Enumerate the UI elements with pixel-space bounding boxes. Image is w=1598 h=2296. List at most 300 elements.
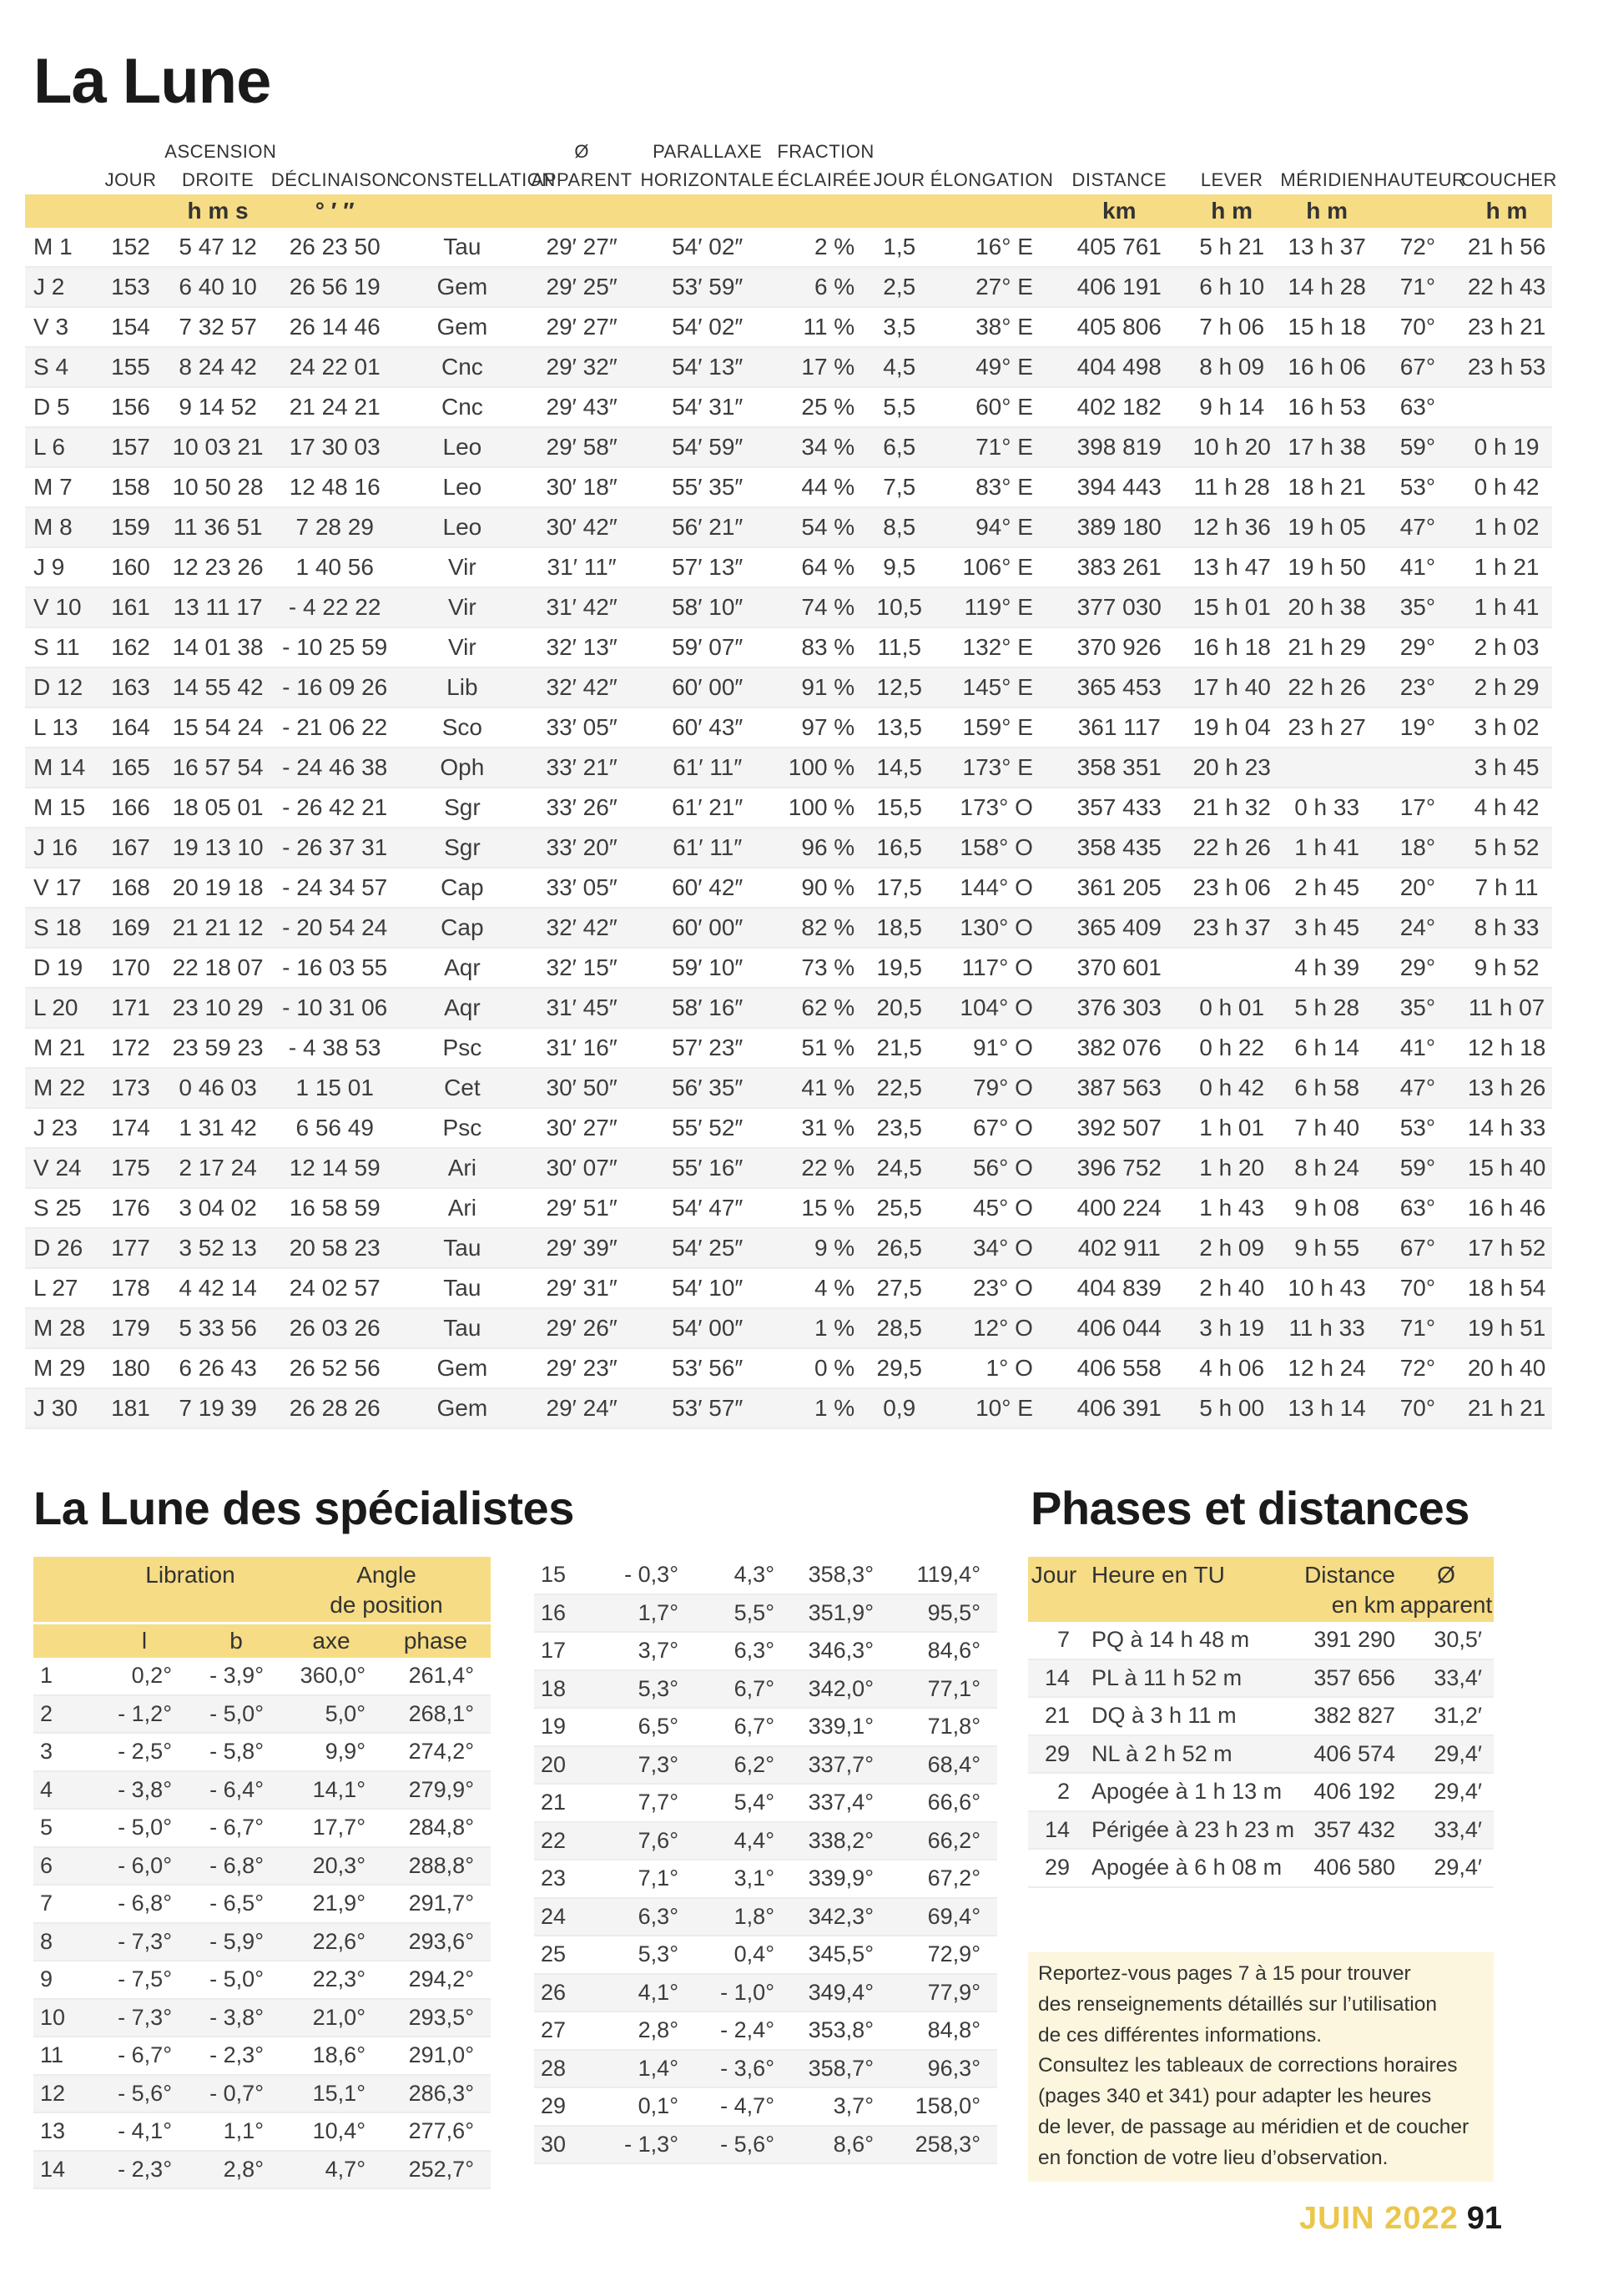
cell-elongation: 119° E (929, 587, 1055, 627)
cell-constellation: Ari (399, 1188, 527, 1228)
cell-diameter: 33′ 26″ (526, 788, 638, 828)
table-row (33, 1961, 491, 1999)
cell-day: 30 (534, 2126, 597, 2164)
cell-axe: 345,5° (793, 1936, 889, 1974)
header-phase-diameter-line2: apparent (1399, 1592, 1493, 1618)
cell-elongation: 1° O (929, 1348, 1055, 1388)
cell-day: 29 (534, 2087, 597, 2126)
cell-meridien: 11 h 33 (1280, 1308, 1374, 1348)
table-row (25, 307, 1552, 347)
cell-l: 7,1° (597, 1860, 697, 1898)
cell-ascension: 1 31 42 (164, 1108, 271, 1148)
cell-day: 18 (534, 1670, 597, 1709)
cell-b: 6,7° (697, 1670, 793, 1709)
cell-diameter: 29′ 39″ (526, 1228, 638, 1268)
cell-lever: 21 h 32 (1184, 788, 1280, 828)
cell-diameter: 32′ 13″ (526, 627, 638, 667)
table-row (33, 2112, 491, 2151)
cell-distance: 365 409 (1055, 908, 1184, 948)
cell-hauteur: 20° (1374, 868, 1462, 908)
cell-axe: 339,9° (793, 1860, 889, 1898)
cell-l: 6,5° (597, 1708, 697, 1746)
cell-jour: 164 (97, 707, 165, 748)
cell-axe: 342,0° (793, 1670, 889, 1709)
cell-day: 16 (534, 1594, 597, 1633)
unit-lever: h m (1184, 194, 1280, 228)
cell-coucher: 1 h 41 (1461, 587, 1552, 627)
cell-date: L 27 (25, 1268, 97, 1308)
cell-parallax: 53′ 56″ (638, 1348, 777, 1388)
cell-day: 26 (534, 1974, 597, 2012)
header-hauteur: HAUTEUR (1374, 169, 1466, 190)
cell-diameter: 30′ 18″ (526, 467, 638, 507)
cell-coucher: 9 h 52 (1461, 948, 1552, 988)
cell-diameter: 29′ 43″ (526, 387, 638, 427)
cell-age: 19,5 (870, 948, 929, 988)
table-row (25, 467, 1552, 507)
cell-fraction: 15 % (777, 1188, 870, 1228)
table-row (25, 948, 1552, 988)
cell-hauteur: 19° (1374, 707, 1462, 748)
table-row (534, 1594, 997, 1633)
cell-phase: 294,2° (381, 1961, 491, 1999)
table-row (25, 427, 1552, 467)
cell-elongation: 67° O (929, 1108, 1055, 1148)
cell-b: - 5,0° (190, 1961, 282, 1999)
cell-fraction: 82 % (777, 908, 870, 948)
cell-jour: 177 (97, 1228, 165, 1268)
cell-meridien: 9 h 08 (1280, 1188, 1374, 1228)
cell-diameter: 30′ 07″ (526, 1148, 638, 1188)
cell-parallax: 54′ 59″ (638, 427, 777, 467)
cell-date: S 11 (25, 627, 97, 667)
cell-meridien: 23 h 27 (1280, 707, 1374, 748)
cell-b: - 3,6° (697, 2050, 793, 2088)
cell-phase: 288,8° (381, 1847, 491, 1886)
cell-jour: 161 (97, 587, 165, 627)
cell-coucher: 20 h 40 (1461, 1348, 1552, 1388)
cell-parallax: 59′ 07″ (638, 627, 777, 667)
header-declinaison: DÉCLINAISON (270, 169, 401, 190)
cell-age: 4,5 (870, 347, 929, 387)
cell-phase-diameter: 29,4′ (1399, 1849, 1494, 1887)
cell-constellation: Cnc (399, 387, 527, 427)
cell-age: 25,5 (870, 1188, 929, 1228)
cell-hauteur: 29° (1374, 627, 1462, 667)
cell-diameter: 29′ 26″ (526, 1308, 638, 1348)
cell-b: - 6,5° (190, 1885, 282, 1923)
cell-lever: 12 h 36 (1184, 507, 1280, 547)
cell-day: 15 (534, 1557, 597, 1594)
cell-date: S 25 (25, 1188, 97, 1228)
cell-lever: 2 h 09 (1184, 1228, 1280, 1268)
cell-elongation: 60° E (929, 387, 1055, 427)
table-row (1028, 1773, 1494, 1811)
cell-diameter: 29′ 32″ (526, 347, 638, 387)
cell-fraction: 62 % (777, 988, 870, 1028)
header-b: b (190, 1624, 282, 1659)
cell-lever: 1 h 20 (1184, 1148, 1280, 1188)
cell-phase: 119,4° (889, 1557, 997, 1594)
cell-hauteur: 47° (1374, 507, 1462, 547)
table-row (33, 2075, 491, 2113)
cell-coucher: 1 h 02 (1461, 507, 1552, 547)
table-row (25, 1348, 1552, 1388)
unit-meridien: h m (1280, 194, 1374, 228)
cell-fraction: 83 % (777, 627, 870, 667)
table-row (534, 1632, 997, 1670)
header-phase-diameter (1399, 1557, 1494, 1622)
cell-jour: 169 (97, 908, 165, 948)
cell-meridien: 14 h 28 (1280, 267, 1374, 307)
cell-declinaison: - 21 06 22 (271, 707, 399, 748)
cell-age: 14,5 (870, 748, 929, 788)
table-row (33, 1923, 491, 1961)
cell-distance: 402 911 (1055, 1228, 1184, 1268)
cell-phase: 77,9° (889, 1974, 997, 2012)
cell-hauteur: 72° (1374, 1348, 1462, 1388)
cell-fraction: 100 % (777, 788, 870, 828)
cell-distance: 361 117 (1055, 707, 1184, 748)
table-row (25, 1108, 1552, 1148)
header-phase-distance (1280, 1557, 1399, 1622)
cell-diameter: 33′ 20″ (526, 828, 638, 868)
table-row (534, 1784, 997, 1822)
cell-coucher: 13 h 26 (1461, 1068, 1552, 1108)
cell-axe: 338,2° (793, 1822, 889, 1860)
cell-elongation: 91° O (929, 1028, 1055, 1068)
cell-b: 2,8° (190, 2151, 282, 2189)
cell-lever: 3 h 19 (1184, 1308, 1280, 1348)
note-line: Reportez-vous pages 7 à 15 pour trouver (1038, 1962, 1411, 1985)
cell-parallax: 60′ 42″ (638, 868, 777, 908)
cell-jour: 152 (97, 228, 165, 267)
cell-jour: 170 (97, 948, 165, 988)
cell-phase: 66,6° (889, 1784, 997, 1822)
cell-fraction: 11 % (777, 307, 870, 347)
cell-phase: 66,2° (889, 1822, 997, 1860)
cell-constellation: Cet (399, 1068, 527, 1108)
cell-phase: 261,4° (381, 1658, 491, 1695)
cell-constellation: Aqr (399, 948, 527, 988)
cell-l: - 4,1° (98, 2112, 190, 2151)
cell-date: D 12 (25, 667, 97, 707)
table-row (33, 1885, 491, 1923)
cell-phase: 84,8° (889, 2012, 997, 2050)
table-row (33, 1733, 491, 1771)
cell-declinaison: - 4 22 22 (271, 587, 399, 627)
table-row (33, 1847, 491, 1886)
cell-age: 13,5 (870, 707, 929, 748)
cell-phase: 95,5° (889, 1594, 997, 1633)
cell-date: J 30 (25, 1388, 97, 1428)
cell-age: 17,5 (870, 868, 929, 908)
cell-age: 15,5 (870, 788, 929, 828)
cell-lever: 0 h 01 (1184, 988, 1280, 1028)
cell-lever: 22 h 26 (1184, 828, 1280, 868)
cell-age: 6,5 (870, 427, 929, 467)
cell-lever: 17 h 40 (1184, 667, 1280, 707)
cell-fraction: 51 % (777, 1028, 870, 1068)
cell-phase-diameter: 31,2′ (1399, 1697, 1494, 1735)
cell-ascension: 19 13 10 (164, 828, 271, 868)
cell-age: 18,5 (870, 908, 929, 948)
cell-meridien: 20 h 38 (1280, 587, 1374, 627)
cell-distance: 392 507 (1055, 1108, 1184, 1148)
cell-l: - 3,8° (98, 1771, 190, 1810)
cell-hauteur: 59° (1374, 1148, 1462, 1188)
table-row (25, 748, 1552, 788)
header-parallax-top: PARALLAXE (653, 141, 763, 162)
table-row (534, 1974, 997, 2012)
cell-lever: 5 h 00 (1184, 1388, 1280, 1428)
cell-age: 8,5 (870, 507, 929, 547)
cell-l: 7,3° (597, 1746, 697, 1785)
table-row (25, 1228, 1552, 1268)
cell-axe: 14,1° (282, 1771, 381, 1810)
cell-meridien (1280, 748, 1374, 788)
table-row (534, 1557, 997, 1594)
cell-meridien: 7 h 40 (1280, 1108, 1374, 1148)
cell-lever: 0 h 22 (1184, 1028, 1280, 1068)
cell-phase-distance: 357 432 (1280, 1811, 1399, 1850)
cell-elongation: 12° O (929, 1308, 1055, 1348)
cell-day: 7 (33, 1885, 98, 1923)
cell-diameter: 29′ 27″ (526, 228, 638, 267)
cell-constellation: Cnc (399, 347, 527, 387)
cell-day: 11 (33, 2037, 98, 2075)
specialists-right-body (534, 1557, 997, 2163)
cell-constellation: Gem (399, 1388, 527, 1428)
cell-diameter: 30′ 50″ (526, 1068, 638, 1108)
header-lever: LEVER (1200, 169, 1263, 190)
cell-parallax: 54′ 02″ (638, 307, 777, 347)
cell-fraction: 22 % (777, 1148, 870, 1188)
cell-b: - 5,0° (190, 1695, 282, 1734)
cell-b: 6,2° (697, 1746, 793, 1785)
cell-elongation: 132° E (929, 627, 1055, 667)
table-row (1028, 1849, 1494, 1887)
table-row (25, 788, 1552, 828)
cell-distance: 387 563 (1055, 1068, 1184, 1108)
cell-phase: 69,4° (889, 1898, 997, 1936)
cell-diameter: 31′ 42″ (526, 587, 638, 627)
cell-hauteur: 35° (1374, 988, 1462, 1028)
cell-axe: 337,7° (793, 1746, 889, 1785)
cell-hauteur: 53° (1374, 1108, 1462, 1148)
cell-phase-distance: 382 827 (1280, 1697, 1399, 1735)
cell-date: D 19 (25, 948, 97, 988)
cell-day: 12 (33, 2075, 98, 2113)
cell-meridien: 13 h 37 (1280, 228, 1374, 267)
cell-hauteur: 35° (1374, 587, 1462, 627)
cell-distance: 406 558 (1055, 1348, 1184, 1388)
cell-parallax: 58′ 10″ (638, 587, 777, 627)
cell-hauteur: 53° (1374, 467, 1462, 507)
cell-age: 29,5 (870, 1348, 929, 1388)
cell-meridien: 19 h 50 (1280, 547, 1374, 587)
cell-jour: 160 (97, 547, 165, 587)
cell-ascension: 20 19 18 (164, 868, 271, 908)
cell-phase-diameter: 29,4′ (1399, 1735, 1494, 1774)
cell-fraction: 6 % (777, 267, 870, 307)
cell-lever (1184, 948, 1280, 988)
cell-phase: 158,0° (889, 2087, 997, 2126)
unit-ascension: h m s (164, 194, 271, 228)
table-row (1028, 1811, 1494, 1850)
spec-header-row (33, 1557, 491, 1624)
cell-day: 9 (33, 1961, 98, 1999)
cell-hauteur: 71° (1374, 267, 1462, 307)
cell-elongation: 106° E (929, 547, 1055, 587)
note-line: de lever, de passage au méridien et de coucher (1038, 2115, 1469, 2138)
cell-ascension: 12 23 26 (164, 547, 271, 587)
table-row (1028, 1697, 1494, 1735)
cell-fraction: 34 % (777, 427, 870, 467)
cell-day: 3 (33, 1733, 98, 1771)
cell-coucher: 3 h 02 (1461, 707, 1552, 748)
cell-age: 27,5 (870, 1268, 929, 1308)
cell-jour: 165 (97, 748, 165, 788)
cell-elongation: 173° O (929, 788, 1055, 828)
table-row (25, 1308, 1552, 1348)
table-row (33, 1771, 491, 1810)
cell-phase-jour: 21 (1028, 1697, 1080, 1735)
cell-ascension: 21 21 12 (164, 908, 271, 948)
cell-phase-jour: 2 (1028, 1773, 1080, 1811)
cell-parallax: 53′ 57″ (638, 1388, 777, 1428)
cell-age: 9,5 (870, 547, 929, 587)
cell-fraction: 0 % (777, 1348, 870, 1388)
cell-parallax: 61′ 21″ (638, 788, 777, 828)
table-row (534, 1936, 997, 1974)
header-coucher: COUCHER (1461, 169, 1557, 190)
cell-declinaison: - 24 34 57 (271, 868, 399, 908)
cell-elongation: 117° O (929, 948, 1055, 988)
cell-day: 24 (534, 1898, 597, 1936)
cell-age: 0,9 (870, 1388, 929, 1428)
cell-ascension: 22 18 07 (164, 948, 271, 988)
cell-ascension: 5 33 56 (164, 1308, 271, 1348)
cell-distance: 383 261 (1055, 547, 1184, 587)
cell-ascension: 23 10 29 (164, 988, 271, 1028)
cell-jour: 168 (97, 868, 165, 908)
cell-fraction: 1 % (777, 1308, 870, 1348)
cell-l: - 6,8° (98, 1885, 190, 1923)
table-row (33, 1695, 491, 1734)
cell-declinaison: 1 15 01 (271, 1068, 399, 1108)
specialists-table-right (534, 1557, 997, 2164)
cell-jour: 171 (97, 988, 165, 1028)
cell-age: 24,5 (870, 1148, 929, 1188)
phases-title: Phases et distances (1031, 1482, 1469, 1534)
cell-declinaison: - 10 25 59 (271, 627, 399, 667)
cell-phase: 274,2° (381, 1733, 491, 1771)
cell-jour: 176 (97, 1188, 165, 1228)
cell-parallax: 60′ 00″ (638, 908, 777, 948)
cell-jour: 163 (97, 667, 165, 707)
cell-hauteur: 63° (1374, 1188, 1462, 1228)
cell-declinaison: - 16 09 26 (271, 667, 399, 707)
cell-meridien: 5 h 28 (1280, 988, 1374, 1028)
cell-axe: 360,0° (282, 1658, 381, 1695)
cell-declinaison: - 16 03 55 (271, 948, 399, 988)
cell-phase: 293,6° (381, 1923, 491, 1961)
cell-b: 1,1° (190, 2112, 282, 2151)
header-age: JOUR (873, 169, 925, 190)
cell-meridien: 13 h 14 (1280, 1388, 1374, 1428)
cell-coucher (1461, 387, 1552, 427)
cell-diameter: 29′ 58″ (526, 427, 638, 467)
cell-b: - 6,4° (190, 1771, 282, 1810)
cell-elongation: 144° O (929, 868, 1055, 908)
cell-distance: 389 180 (1055, 507, 1184, 547)
page-title: La Lune (33, 46, 271, 117)
cell-lever: 7 h 06 (1184, 307, 1280, 347)
cell-distance: 357 433 (1055, 788, 1184, 828)
cell-l: 1,7° (597, 1594, 697, 1633)
cell-diameter: 32′ 42″ (526, 908, 638, 948)
header-constellation: CONSTELLATION (398, 169, 556, 190)
cell-distance: 365 453 (1055, 667, 1184, 707)
cell-hauteur: 17° (1374, 788, 1462, 828)
cell-declinaison: 26 23 50 (271, 228, 399, 267)
cell-day: 6 (33, 1847, 98, 1886)
unit-coucher: h m (1461, 194, 1552, 228)
cell-elongation: 94° E (929, 507, 1055, 547)
cell-coucher: 23 h 21 (1461, 307, 1552, 347)
cell-meridien: 22 h 26 (1280, 667, 1374, 707)
cell-jour: 157 (97, 427, 165, 467)
cell-fraction: 96 % (777, 828, 870, 868)
table-row (1028, 1659, 1494, 1698)
cell-hauteur: 72° (1374, 228, 1462, 267)
cell-coucher: 11 h 07 (1461, 988, 1552, 1028)
cell-declinaison: - 26 37 31 (271, 828, 399, 868)
cell-axe: 21,9° (282, 1885, 381, 1923)
cell-fraction: 97 % (777, 707, 870, 748)
cell-distance: 370 926 (1055, 627, 1184, 667)
cell-ascension: 14 01 38 (164, 627, 271, 667)
cell-lever: 11 h 28 (1184, 467, 1280, 507)
cell-parallax: 54′ 47″ (638, 1188, 777, 1228)
cell-hauteur: 23° (1374, 667, 1462, 707)
cell-b: 5,4° (697, 1784, 793, 1822)
cell-axe: 18,6° (282, 2037, 381, 2075)
cell-coucher: 21 h 21 (1461, 1388, 1552, 1428)
cell-ascension: 7 19 39 (164, 1388, 271, 1428)
header-angle-line2: de position (330, 1592, 443, 1618)
cell-b: 4,3° (697, 1557, 793, 1594)
cell-declinaison: 26 14 46 (271, 307, 399, 347)
cell-parallax: 56′ 21″ (638, 507, 777, 547)
cell-distance: 394 443 (1055, 467, 1184, 507)
cell-meridien: 2 h 45 (1280, 868, 1374, 908)
cell-b: 3,1° (697, 1860, 793, 1898)
cell-ascension: 5 47 12 (164, 228, 271, 267)
cell-jour: 153 (97, 267, 165, 307)
cell-meridien: 16 h 06 (1280, 347, 1374, 387)
cell-lever: 19 h 04 (1184, 707, 1280, 748)
cell-age: 21,5 (870, 1028, 929, 1068)
cell-age: 28,5 (870, 1308, 929, 1348)
cell-elongation: 49° E (929, 347, 1055, 387)
cell-axe: 342,3° (793, 1898, 889, 1936)
cell-distance: 402 182 (1055, 387, 1184, 427)
cell-parallax: 54′ 10″ (638, 1268, 777, 1308)
cell-meridien: 4 h 39 (1280, 948, 1374, 988)
cell-phase-distance: 406 192 (1280, 1773, 1399, 1811)
